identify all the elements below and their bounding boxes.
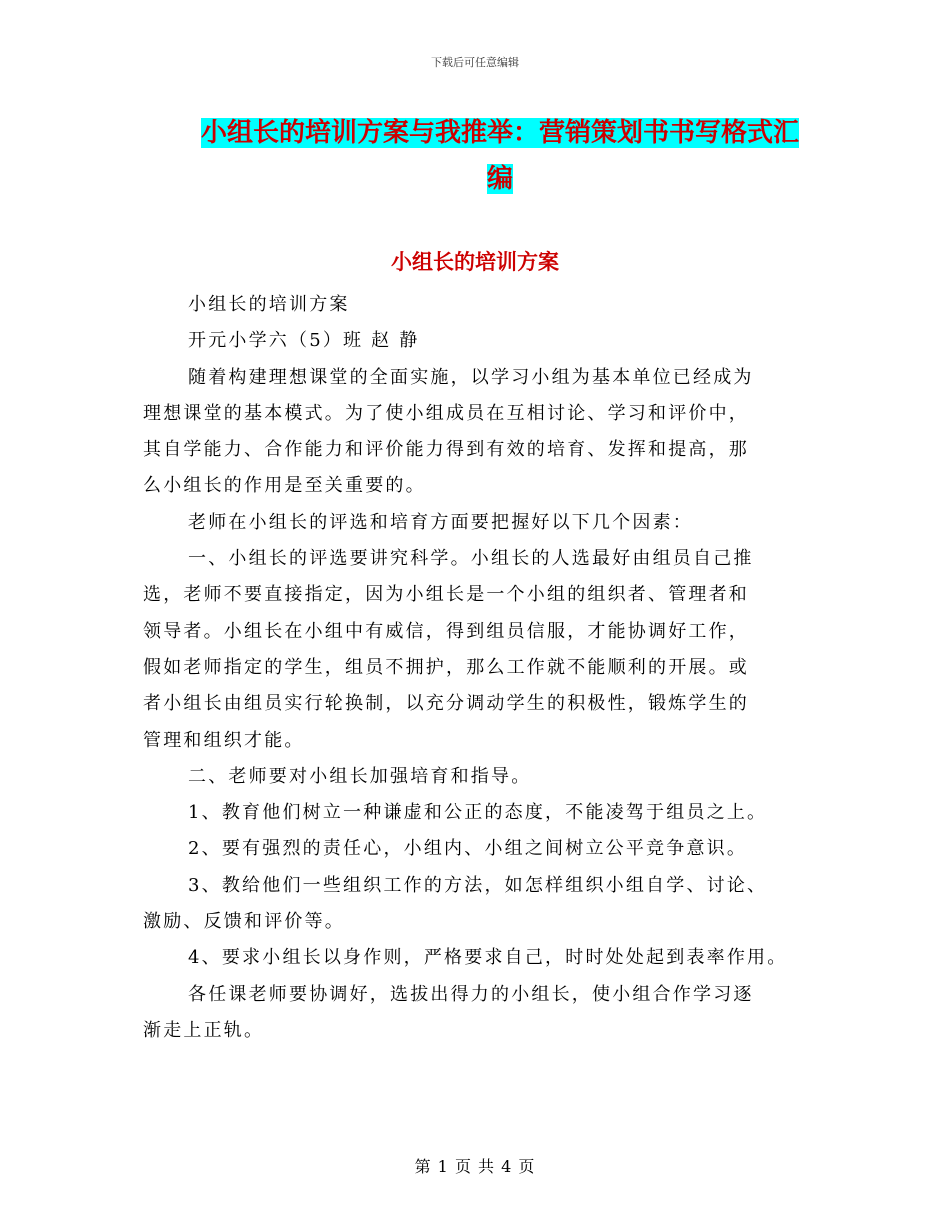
paragraph-line: 各任课老师要协调好，选拔出得力的小组长，使小组合作学习逐: [188, 983, 754, 1005]
document-body: [143, 287, 823, 1049]
paragraph-line: 渐走上正轨。: [143, 1019, 265, 1041]
paragraph-line: 老师在小组长的评选和培育方面要把握好以下几个因素：: [188, 511, 693, 533]
paragraph-line: 激励、反馈和评价等。: [143, 911, 345, 933]
paragraph-line: 其自学能力、合作能力和评价能力得到有效的培育、发挥和提高，那: [143, 439, 749, 461]
paragraph-line: 二、老师要对小组长加强培育和指导。: [188, 765, 532, 787]
paragraph-line: 理想课堂的基本模式。为了使小组成员在互相讨论、学习和评价中，: [143, 402, 749, 424]
paragraph-line: 小组长的培训方案: [188, 294, 350, 315]
paragraph-line: 随着构建理想课堂的全面实施，以学习小组为基本单位已经成为: [188, 366, 754, 388]
main-title-line1: 小组长的培训方案与我推举：营销策划书书写格式汇: [200, 118, 799, 148]
main-title-line2: 编: [486, 164, 513, 194]
paragraph-line: 2、要有强烈的责任心，小组内、小组之间树立公平竞争意识。: [188, 838, 748, 860]
page-footer: 第 1 页 共 4 页: [414, 1157, 536, 1176]
paragraph-line: 1、教育他们树立一种谦虚和公正的态度，不能凌驾于组员之上。: [188, 802, 768, 824]
paragraph-line: 4、要求小组长以身作则，严格要求自己，时时处处起到表率作用。: [188, 947, 788, 969]
header-note: 下载后可任意编辑: [431, 56, 519, 69]
paragraph-line: 么小组长的作用是至关重要的。: [143, 475, 426, 497]
paragraph-line: 选，老师不要直接指定，因为小组长是一个小组的组织者、管理者和: [143, 584, 749, 606]
paragraph-line: 假如老师指定的学生，组员不拥护，那么工作就不能顺利的开展。或: [143, 656, 749, 678]
section-title: 小组长的培训方案: [391, 249, 559, 274]
paragraph-line: 领导者。小组长在小组中有威信，得到组员信服，才能协调好工作，: [143, 620, 749, 642]
paragraph-line: 者小组长由组员实行轮换制，以充分调动学生的积极性，锻炼学生的: [143, 693, 749, 715]
paragraph-line: 一、小组长的评选要讲究科学。小组长的人选最好由组员自己推: [188, 548, 754, 570]
main-title: [190, 110, 810, 202]
paragraph-line: 管理和组织才能。: [143, 729, 305, 751]
paragraph-line: 开元小学六（5）班 赵 静: [188, 330, 420, 352]
paragraph-line: 3、教给他们一些组织工作的方法，如怎样组织小组自学、讨论、: [188, 874, 768, 896]
